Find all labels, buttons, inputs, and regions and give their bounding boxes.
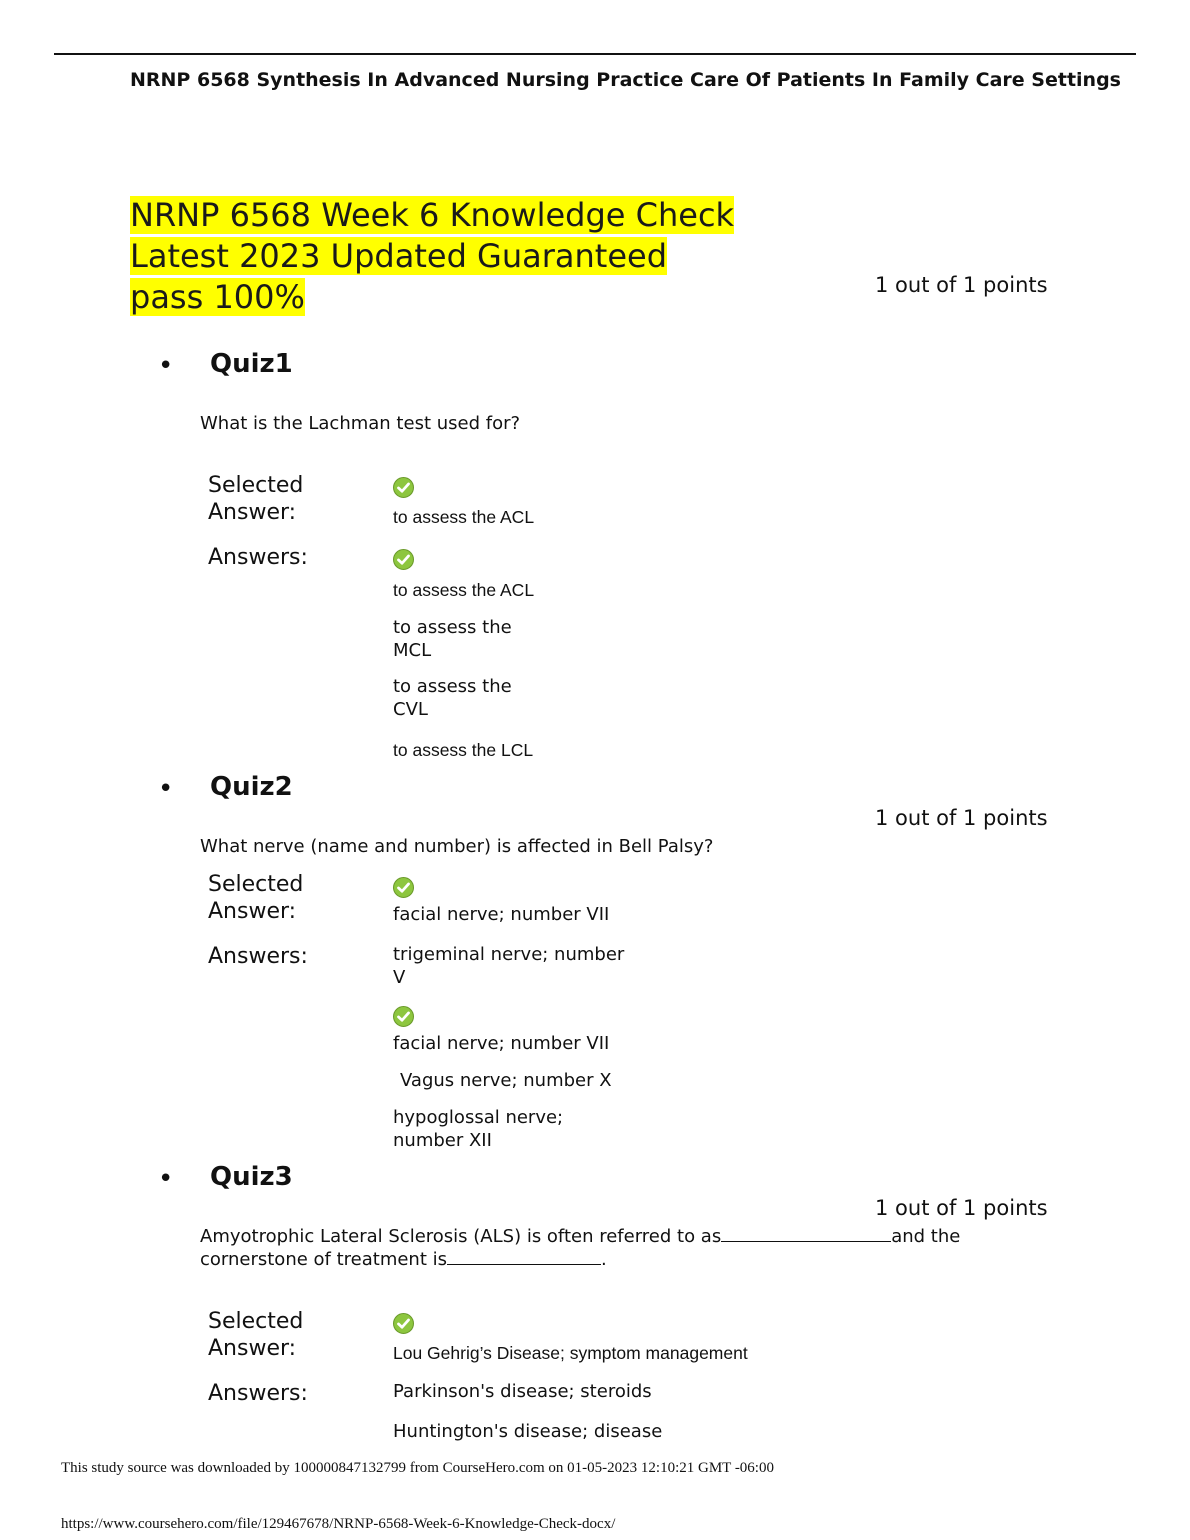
download-notice: This study source was downloaded by 100000847132799 from CourseHero.com on 01-05-2023 12:10:21 GMT -06:00 [61,1460,774,1476]
quiz1-answer-1: to assess the ACL [393,580,535,600]
bullet: • [158,774,174,804]
quiz1-selected-answer: to assess the ACL [393,507,535,527]
quiz2-question: What nerve (name and number) is affected in Bell Palsy? [200,836,714,857]
quiz3-answer-1: Parkinson's disease; steroids [393,1381,652,1402]
title-line-1: NRNP 6568 Week 6 Knowledge Check [130,196,735,234]
quiz2-answer-3: Vagus nerve; number X [400,1070,612,1091]
fill-blank [721,1225,891,1242]
answers-label: Answers: [208,545,308,570]
quiz1-answer-3: to assess the CVL [393,676,512,720]
correct-check-icon [393,1006,414,1027]
quiz2-title: Quiz2 [210,772,293,802]
quiz1-question: What is the Lachman test used for? [200,413,521,434]
quiz3-title: Quiz3 [210,1162,293,1192]
quiz2-selected-answer: facial nerve; number VII [393,904,610,925]
title-line-3: pass 100% [130,278,305,316]
quiz3-answer-2: Huntington's disease; disease [393,1421,663,1442]
quiz2-points: 1 out of 1 points [875,806,1048,830]
document-title [130,195,734,318]
quiz2-answer-4: hypoglossal nerve; number XII [393,1107,564,1151]
answers-label: Answers: [208,944,308,969]
title-line-2: Latest 2023 Updated Guaranteed [130,237,668,275]
selected-answer-label: Selected Answer: [208,473,304,525]
quiz2-answer-2: facial nerve; number VII [393,1033,610,1054]
fill-blank [447,1248,601,1265]
quiz1-answer-4: to assess the LCL [393,740,534,760]
course-header: NRNP 6568 Synthesis In Advanced Nursing Practice Care Of Patients In Family Care Settings [130,69,1121,91]
source-url[interactable]: https://www.coursehero.com/file/129467678/NRNP-6568-Week-6-Knowledge-Check-docx/ [61,1516,616,1532]
quiz1-title: Quiz1 [210,349,293,379]
quiz1-answer-2: to assess the MCL [393,617,512,661]
quiz3-question: Amyotrophic Lateral Sclerosis (ALS) is often referred to as and the cornerstone of treatment is . [200,1226,961,1270]
bullet: • [158,1164,174,1194]
correct-check-icon [393,877,414,898]
correct-check-icon [393,1313,414,1334]
quiz3-selected-answer: Lou Gehrig’s Disease; symptom management [393,1343,748,1363]
correct-check-icon [393,477,414,498]
answers-label: Answers: [208,1381,308,1406]
quiz2-answer-1: trigeminal nerve; number V [393,944,625,988]
correct-check-icon [393,549,414,570]
header-rule [54,53,1136,55]
quiz1-points: 1 out of 1 points [875,273,1048,297]
quiz3-points: 1 out of 1 points [875,1196,1048,1220]
selected-answer-label: Selected Answer: [208,872,304,924]
bullet: • [158,351,174,381]
selected-answer-label: Selected Answer: [208,1309,304,1361]
